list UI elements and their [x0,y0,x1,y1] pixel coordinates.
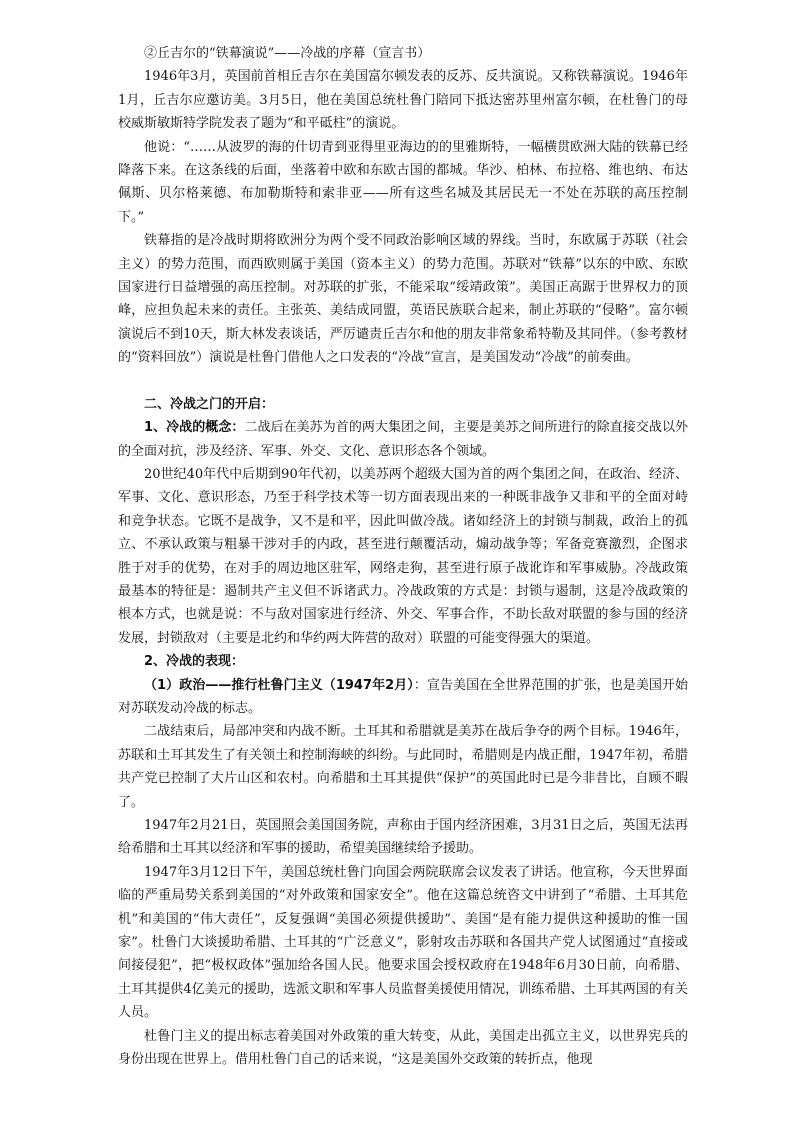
concept-text: 二战后在美苏为首的两大集团之间，主要是美苏之间所进行的除直接交战以外的全面对抗，涉及经济、军事、外交、文化、意识形态各个领域。 [118,420,688,459]
subheading-manifestations: 2、冷战的表现： [144,654,245,670]
paragraph-cold-war-era: 20世纪40年代中后期到90年代初，以美苏两个超级大国为首的两个集团之间，在政治、经济、军事、文化、意识形态，乃至于科学技术等一切方面表现出来的一种既非战争又非和平的全面对峙和竞争状态。它既不是战争，又不是和平，因此叫做冷战。诸如经济上的封锁与制裁，政治上的孤立、不承认政策与粗暴干涉对手的内政，甚至进行颠覆活动，煽动战争等；军备竞赛激烈，企图求胜于对手的优势，在对手的周边地区驻军，网络走狗，甚至进行原子战讹诈和军事威胁。冷战政策最基本的特征是：遏制共产主义但不诉诸武力。冷战政策的方式是：封锁与遏制，这是冷战政策的根本方式，也就是说：不与敌对国家进行经济、外交、军事合作，不助长敌对联盟的参与国的经济发展，封锁敌对（主要是北约和华约两大阵营的敌对）联盟的可能变得强大的渠道。 [118,466,688,646]
blank-line [118,370,688,393]
paragraph-feb21: 1947年2月21日，英国照会美国国务院，声称由于国内经济困难，3月31日之后，英国无法再给希腊和土耳其以经济和军事的援助，希望美国继续给予援助。 [118,818,688,857]
truman-label: （1）政治——推行杜鲁门主义（1947年2月） [144,677,414,693]
paragraph-iron-curtain-meaning: 铁幕指的是冷战时期将欧洲分为两个受不同政治影响区域的界线。当时，东欧属于苏联（社会主义）的势力范围，而西欧则属于美国（资本主义）的势力范围。苏联对“铁幕”以东的中欧、东欧国家进行日益增强的高压控制。对苏联的扩张，不能采取“绥靖政策”。美国正高踞于世界权力的顶峰，应担负起未来的责任。主张英、美结成同盟，英语民族联合起来，制止苏联的“侵略”。富尔顿演说后不到10天，斯大林发表谈话，严厉谴责丘吉尔和他的朋友非常象希特勒及其同伴。（参考教材的“资料回放”）演说是杜鲁门借他人之口发表的“冷战”宣言，是美国发动“冷战”的前奏曲。 [118,233,688,366]
paragraph-fulton-speech: 1946年3月，英国前首相丘吉尔在美国富尔顿发表的反苏、反共演说。又称铁幕演说。1946年1月，丘吉尔应邀访美。3月5日，他在美国总统杜鲁门陪同下抵达密苏里州富尔顿，在杜鲁门的母校威斯敏斯特学院发表了题为“和平砥柱”的演说。 [118,69,688,132]
paragraph-truman-doctrine [118,674,688,721]
concept-label: 1、冷战的概念： [144,420,245,436]
truman-text: ：宣告美国在全世界范围的扩张，也是美国开始对苏联发动冷战的标志。 [118,677,688,716]
paragraph-cold-war-concept [118,416,688,463]
section-heading-cold-war-start: 二、冷战之门的开启： [144,396,275,412]
paragraph-quote: 他说：“……从波罗的海的什切青到亚得里亚海边的的里雅斯特，一幅横贯欧洲大陆的铁幕已经降落下来。在这条线的后面，坐落着中欧和东欧古国的都城。华沙、柏林、布拉格、维也纳、布达佩斯、贝尔格莱德、布加勒斯特和索非亚——所有这些名城及其居民无一不处在苏联的高压控制下。” [118,139,688,225]
paragraph-greece-turkey: 二战结束后，局部冲突和内战不断。土耳其和希腊就是美苏在战后争夺的两个目标。1946年，苏联和土耳其发生了有关领土和控制海峡的纠纷。与此同时，希腊则是内战正酣，1947年初，希腊共产党已控制了大片山区和农村。向希腊和土耳其提供“保护”的英国此时已是今非昔比，自顾不暇了。 [118,724,688,810]
paragraph-mar12: 1947年3月12日下午，美国总统杜鲁门向国会两院联席会议发表了讲话。他宣称，今天世界面临的严重局势关系到美国的“对外政策和国家安全”。他在这篇总统咨文中讲到了“希腊、土耳其危机”和美国的“伟大责任”，反复强调“美国必须提供援助”、美国“是有能力提供这种援助的惟一国家”。杜鲁门大谈援助希腊、土耳其的“广泛意义”，影射攻击苏联和各国共产党人试图通过“直接或间接侵犯”，把“极权政体”强加给各国人民。他要求国会授权政府在1948年6月30日前，向希腊、土耳其提供4亿美元的援助，选派文职和军事人员监督美援使用情况，训练希腊、土耳其两国的有关人员。 [118,864,688,1021]
paragraph-policy-shift: 杜鲁门主义的提出标志着美国对外政策的重大转变，从此，美国走出孤立主义，以世界宪兵的身份出现在世界上。借用杜鲁门自己的话来说，“这是美国外交政策的转折点，他现 [118,1028,688,1068]
section-title-iron-curtain: ②丘吉尔的“铁幕演说”——冷战的序幕（宣言书） [144,46,431,61]
